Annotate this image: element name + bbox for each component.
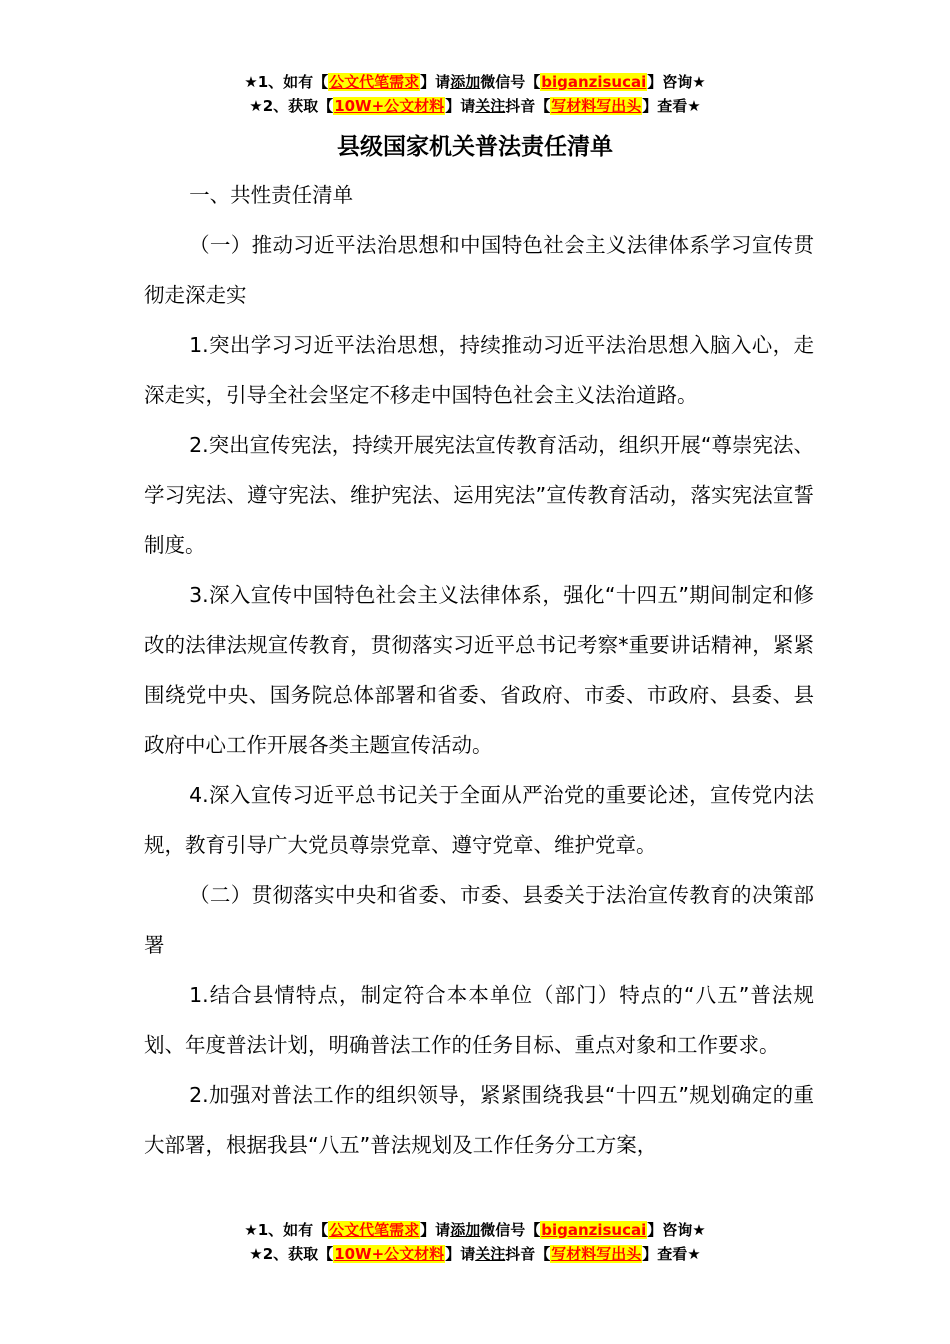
banner-highlight: 公文代笔需求 — [329, 73, 420, 91]
banner-line-2 — [0, 1242, 950, 1266]
document-title: 县级国家机关普法责任清单 — [337, 134, 613, 160]
banner-text: ★1、如有【 — [244, 73, 329, 91]
banner-text: 】咨询★ — [647, 73, 706, 91]
banner-line-1 — [0, 70, 950, 94]
banner-line-2 — [0, 94, 950, 118]
banner-text: 】请 — [420, 1221, 451, 1239]
banner-text: ★2、获取【 — [249, 1245, 334, 1263]
banner-underline: 关注 — [475, 1245, 506, 1263]
banner-text: 抖音【 — [505, 1245, 551, 1263]
banner-highlight: biganzisucai — [541, 73, 647, 91]
banner-text: 微信号【 — [480, 1221, 541, 1239]
banner-underline: 关注 — [475, 97, 506, 115]
banner-highlight: 10W+公文材料 — [334, 97, 445, 115]
banner-text: 微信号【 — [480, 73, 541, 91]
banner-text: ★2、获取【 — [249, 97, 334, 115]
document-body — [144, 170, 814, 1170]
subsection-heading: （一）推动习近平法治思想和中国特色社会主义法律体系学习宣传贯彻走深走实 — [144, 233, 814, 307]
banner-underline: 添加 — [450, 73, 481, 91]
banner-highlight: 10W+公文材料 — [334, 1245, 445, 1263]
banner-underline: 添加 — [450, 1221, 481, 1239]
section-heading: 一、共性责任清单 — [189, 183, 354, 207]
banner-text: 】请 — [445, 1245, 476, 1263]
subsection-heading: （二）贯彻落实中央和省委、市委、县委关于法治宣传教育的决策部署 — [144, 883, 814, 957]
banner-highlight: 写材料写出头 — [551, 1245, 642, 1263]
banner-text: 】查看★ — [642, 1245, 701, 1263]
paragraph: 1.结合县情特点，制定符合本本单位（部门）特点的“八五”普法规划、年度普法计划，明确普法工作的任务目标、重点对象和工作要求。 — [144, 983, 814, 1057]
banner-text: ★1、如有【 — [244, 1221, 329, 1239]
paragraph: 4.深入宣传习近平总书记关于全面从严治党的重要论述，宣传党内法规，教育引导广大党员尊崇党章、遵守党章、维护党章。 — [144, 783, 814, 857]
banner-text: 抖音【 — [505, 97, 551, 115]
paragraph: 2.突出宣传宪法，持续开展宪法宣传教育活动，组织开展“尊崇宪法、学习宪法、遵守宪法、维护宪法、运用宪法”宣传教育活动，落实宪法宣誓制度。 — [144, 433, 814, 557]
paragraph: 2.加强对普法工作的组织领导，紧紧围绕我县“十四五”规划确定的重大部署，根据我县“八五”普法规划及工作任务分工方案， — [144, 1083, 814, 1157]
banner-highlight: 公文代笔需求 — [329, 1221, 420, 1239]
paragraph: 3.深入宣传中国特色社会主义法律体系，强化“十四五”期间制定和修改的法律法规宣传教育，贯彻落实习近平总书记考察*重要讲话精神，紧紧围绕党中央、国务院总体部署和省委、省政府、市委、市政府、县委、县政府中心工作开展各类主题宣传活动。 — [144, 583, 814, 757]
banner-text: 】请 — [445, 97, 476, 115]
footer-banner — [0, 1218, 950, 1266]
banner-text: 】请 — [420, 73, 451, 91]
paragraph: 1.突出学习习近平法治思想，持续推动习近平法治思想入脑入心，走深走实，引导全社会坚定不移走中国特色社会主义法治道路。 — [144, 333, 814, 407]
banner-text: 】查看★ — [642, 97, 701, 115]
banner-line-1 — [0, 1218, 950, 1242]
header-banner — [0, 70, 950, 118]
banner-text: 】咨询★ — [647, 1221, 706, 1239]
banner-highlight: biganzisucai — [541, 1221, 647, 1239]
banner-highlight: 写材料写出头 — [551, 97, 642, 115]
